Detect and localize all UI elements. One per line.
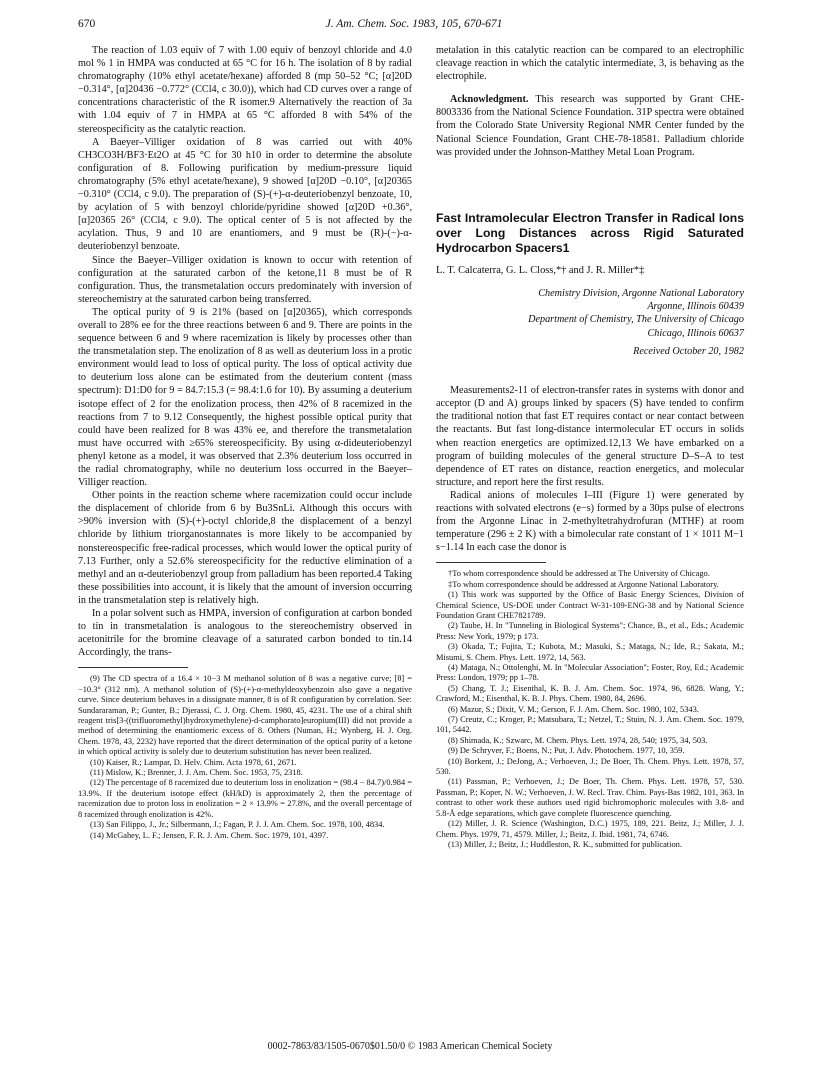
footnote: (9) The CD spectra of a 16.4 × 10−3 M methanol solution of 8 was a negative curve; [θ] = −10.3° (312 nm). A methanol solution of (S)-(+)-α-methyldeoxybenzoin also gave a negative curve. Since deuterium behaves in a dissignate manner, 8 is of R configuration by correlation. See: Sundararaman, P.; Gunter, B.; Djerassi, C. J. Org. Chem. 1980, 45, 4231. The use of a chiral shift reagent tris[3-((trifluoromethyl)hydroxymethylene)-d-camphorato]europium(III) did not provide a method of determining the enantiomeric excess of 8. Others (Numan, H.; Wynberg, H. J. Org. Chem. 1978, 43, 2232) have reported that the direct determination of the optical purity of a ketone in which optical activity is solely due to deuterium substitution has never been realized. xyxy=(78,674,412,757)
journal-citation: J. Am. Chem. Soc. 1983, 105, 670-671 xyxy=(325,18,503,30)
body-paragraph: The reaction of 1.03 equiv of 7 with 1.00 equiv of benzoyl chloride and 4.0 mol % 1 in HMPA was conducted at 65 °C for 16 h. The isolation of 8 by radial chromatography (10% ethyl acetate/hexane) afforded 8 (mp 50–52 °C; [α]20D −0.314°, [α]20436 −0.772° (CCl4, c 30.0)), which had CD curves over a range of concentrations characteristic of the R isomer.9 Alternatively the reaction of 3a with 1.04 equiv of 7 in HMPA at 65 °C afforded 8 with 54% of the stereospecificity as the catalytic reaction. xyxy=(78,45,412,135)
acknowledgment xyxy=(436,93,744,158)
running-header xyxy=(78,18,750,34)
page-number: 670 xyxy=(78,18,96,30)
footnote: (11) Passman, P.; Verhoeven, J.; De Boer, Th. Chem. Phys. Lett. 1978, 57, 530. Passman, P.; Koper, N. W.; Verhoeven, J. W. Recl. Trav. Chim. Pays-Bas 1982, 101, 363. In contrast to other work these authors used rigid bichromophoric molecules with 3.8- and 5.8-Å edge separations, which gave complete fluorescence quenching. xyxy=(436,777,744,818)
footnote: (12) Miller, J. R. Science (Washington, D.C.) 1975, 189, 221. Beitz, J.; Miller, J. J. Chem. Phys. 1979, 71, 4579. Miller, J.; Beitz, J. Ibid. 1981, 74, 6746. xyxy=(436,819,744,839)
footnote: (10) Borkent, J.; DeJong, A.; Verhoeven, J.; De Boer, Th. Chem. Phys. Lett. 1978, 57, 530. xyxy=(436,756,744,777)
body-paragraph: A Baeyer–Villiger oxidation of 8 was carried out with 40% CH3CO3H/BF3·Et2O at 45 °C for 30 h10 in order to determine the absolute configuration of 8. Following purification by medium-pressure liquid chromatography (5% ethyl acetate/hexane), 9 showed [α]20D −0.10°, [α]20365 −0.310° (CCl4, c 9.0). The preparation of (S)-(+)-α-deuteriobenzyl benzoate, 10, by acylation of 5 with benzoyl chloride/pyridine showed [α]20D +0.36°, [α]20365 26° (CCl4, c 9.0). The optical center of 5 is not affected by the acylation. Thus, 9 and 10 are enantiomers, and 9 must be (R)-(−)-α-deuteriobenzyl benzoate. xyxy=(78,136,412,253)
article-title: Fast Intramolecular Electron Transfer in Radical Ions over Long Distances across Rigid Saturated Hydrocarbon Spacers1 xyxy=(436,210,744,255)
footnote: (13) Miller, J.; Beitz, J.; Huddleston, R. K., submitted for publication. xyxy=(448,839,682,849)
footnote: (2) Taube, H. In "Tunneling in Biological Systems"; Chance, B., et al., Eds.; Academic Press: New York, 1979; p 173. xyxy=(436,621,744,641)
body-paragraph: Measurements2-11 of electron-transfer rates in systems with donor and acceptor (D and A) groups linked by spacers (S) have tended to confirm the traditional notion that fast ET requires contact or near contact between the reactants. But fast long-distance intermolecular ET occurs in solids when reaction energetics are optimized.12,13 We have embarked on a program of building molecules of the general structure D–S–A to test dependence of ET rates on distance, reaction energetics, and molecular structure, and report here the first results. xyxy=(436,385,744,488)
body-paragraph: The optical purity of 9 is 21% (based on [α]20365), which corresponds overall to 28% ee for the three reactions between 6 and 9. There are points in the sequence between 6 and 9 where racemization is likely by processes other than the transmetalation step. The enolization of 8 as well as deuterium loss in a protic environment would lead to loss of optical purity. The loss of optical activity due to deuterium loss alone can be estimated from the deuterium content (mass spectrum): D1:D0 for 9 = 84.7:15.3 (= 98.4:1.6 for 10). By assuming a deuterium isotope effect of 2 for the enolization process, then 42% of 8 racemized in the reactions from 7 to 9.12 Consequently, the highest possible optical purity that could have been realized for 8 was 43% ee, and therefore the transmetalation must have occurred with ≥65% stereospecificity. By using α-dideuteriobenzyl phenyl ketone as a model, it was observed that 2.3% deuterium loss occurred in the radial chromatography, while no deuterium loss occurred in the Baeyer–Villiger reaction. xyxy=(78,306,412,489)
footnote: (9) De Schryver, F.; Boens, N.; Put, J. Adv. Photochem. 1977, 10, 359. xyxy=(448,746,685,756)
left-column xyxy=(78,44,412,841)
left-body-text xyxy=(78,44,412,659)
copyright-footer: 0002-7863/83/1505-0670$01.50/0 © 1983 American Chemical Society xyxy=(267,1041,553,1052)
body-paragraph: Since the Baeyer–Villiger oxidation is known to occur with retention of configuration at the saturated carbon of the ketone,11 8 must be of R configuration. Thus, the transmetalation occurs predominately with inversion of stereochemistry at the saturated carbon being transferred. xyxy=(78,254,412,305)
acknowledgment-heading: Acknowledgment. xyxy=(450,94,529,106)
footnote: (6) Mazur, S.; Dixit, V. M.; Gerson, F. J. Am. Chem. Soc. 1980, 102, 5343. xyxy=(448,704,699,714)
footnote: (11) Mislow, K.; Brenner, J. J. Am. Chem. Soc. 1953, 75, 2318. xyxy=(90,768,303,778)
left-footnotes xyxy=(78,674,412,841)
footnote: (5) Chang, T. J.; Eisenthal, K. B. J. Am. Chem. Soc. 1974, 96, 6828. Wang, Y.; Crawford, M.; Eisenthal, K. B. J. Phys. Chem. 1980, 84, 2696. xyxy=(436,683,744,704)
footnote: (1) This work was supported by the Office of Basic Energy Sciences, Division of Chemical Science, US-DOE under Contract W-31-109-ENG-38 and by National Science Foundation Grant CHE7821789. xyxy=(436,590,744,620)
right-body-text xyxy=(436,384,744,554)
right-column xyxy=(436,44,744,850)
body-paragraph: In a polar solvent such as HMPA, inversion of configuration at carbon bonded to tin in transmetalation is analogous to the stereochemistry observed in acetonitrile for the bromine cleavage of a saturated carbon bonded to tin.14 Accordingly, the trans- xyxy=(78,608,412,659)
right-footnotes xyxy=(436,569,744,850)
footnote-rule xyxy=(436,562,546,563)
footnote: (14) McGahey, L. F.; Jensen, F. R. J. Am. Chem. Soc. 1979, 101, 4397. xyxy=(90,830,329,840)
footnote: ‡To whom correspondence should be addressed at Argonne National Laboratory. xyxy=(448,579,719,589)
affiliation-line: Chicago, Illinois 60637 xyxy=(647,327,744,339)
body-paragraph: Radical anions of molecules I–III (Figure 1) were generated by reactions with solvated electrons (e−s) formed by a 30ps pulse of electrons from the Argonne Linac in 2-methyltetrahydrofuran (MTHF) at room temperature (296 ± 2 K) with a bimolecular rate constant of 1 × 1011 M−1 s−1.14 In each case the donor is xyxy=(436,489,744,554)
affiliation-line: Chemistry Division, Argonne National Laboratory xyxy=(538,287,744,299)
article-authors: L. T. Calcaterra, G. L. Closs,*† and J. R. Miller*‡ xyxy=(436,264,645,276)
footnote: (8) Shimada, K.; Szwarc, M. Chem. Phys. Lett. 1974, 28, 540; 1975, 34, 503. xyxy=(448,735,708,745)
footnote: (10) Kaiser, R.; Lampar, D. Helv. Chim. Acta 1978, 61, 2671. xyxy=(90,757,297,767)
received-date: Received October 20, 1982 xyxy=(633,346,744,358)
footnote: (3) Okada, T.; Fujita, T.; Kubota, M.; Masuki, S.; Mataga, N.; Ide, R.; Sakata, M.; Misumi, S. Chem. Phys. Lett. 1972, 14, 563. xyxy=(436,642,744,662)
footnote-rule xyxy=(78,667,188,668)
footnote: †To whom correspondence should be addressed at The University of Chicago. xyxy=(448,569,710,579)
affiliations xyxy=(436,287,744,340)
affiliation-line: Argonne, Illinois 60439 xyxy=(647,301,744,313)
body-paragraph: Other points in the reaction scheme where racemization could occur include the displacement of chloride from 6 by Bu3SnLi. Although this occurs with >90% inversion with (S)-(+)-octyl chloride,8 the displacement of a benzyl chloride by lithium triorganostannates is more likely to be accompanied by nonstereospecific free-radical processes, which would lower the optical purity of 7.13 Further, only a 52.6% stereospecificity for the reductive elimination of a methyl and an α-deuteriobenzyl group from palladium has been reported.4 Taking these possibilities into account, it is likely that the amount of inversion occurring in the transmetalation step is relatively high. xyxy=(78,490,413,606)
continued-paragraph: metalation in this catalytic reaction can be compared to an electrophilic cleavage reaction in which the catalytic intermediate, 3, is behaving as the electrophile. xyxy=(436,45,744,83)
footnote: (12) The percentage of 8 racemized due to deuterium loss in enolization = (98.4 − 84.7)/0.984 = 13.9%. If the deuterium isotope effect (kH/kD) is approximately 2, then the percentage of racemization due to proton loss in enolization = 2 × 13.9% = 27.8%, and the overall percentage of 8 racemized through enolization is 42%. xyxy=(78,778,412,819)
affiliation-line: Department of Chemistry, The University of Chicago xyxy=(528,314,744,326)
footnote: (13) San Filippo, J., Jr.; Silbermann, J.; Fagan, P. J. J. Am. Chem. Soc. 1978, 100, 4834. xyxy=(90,820,385,830)
footnote: (7) Creutz, C.; Kroger, P.; Matsubara, T.; Netzel, T.; Stuin, N. J. Am. Chem. Soc. 1979, 101, 5442. xyxy=(436,715,744,735)
footnote: (4) Mataga, N.; Ottolenghi, M. In "Molecular Association"; Foster, Roy, Ed.; Academic Press: London, 1979; pp 1–78. xyxy=(436,663,744,683)
acknowledgment-text: This research was supported by Grant CHE-8003336 from the National Science Foundation. 31P spectra were obtained from the Colorado State University Regional NMR Center funded by the National Science Foundation, Grant CHE-78-18581. Palladium chloride was provided under the Johnson-Matthey Metal Loan Program. xyxy=(436,94,744,158)
